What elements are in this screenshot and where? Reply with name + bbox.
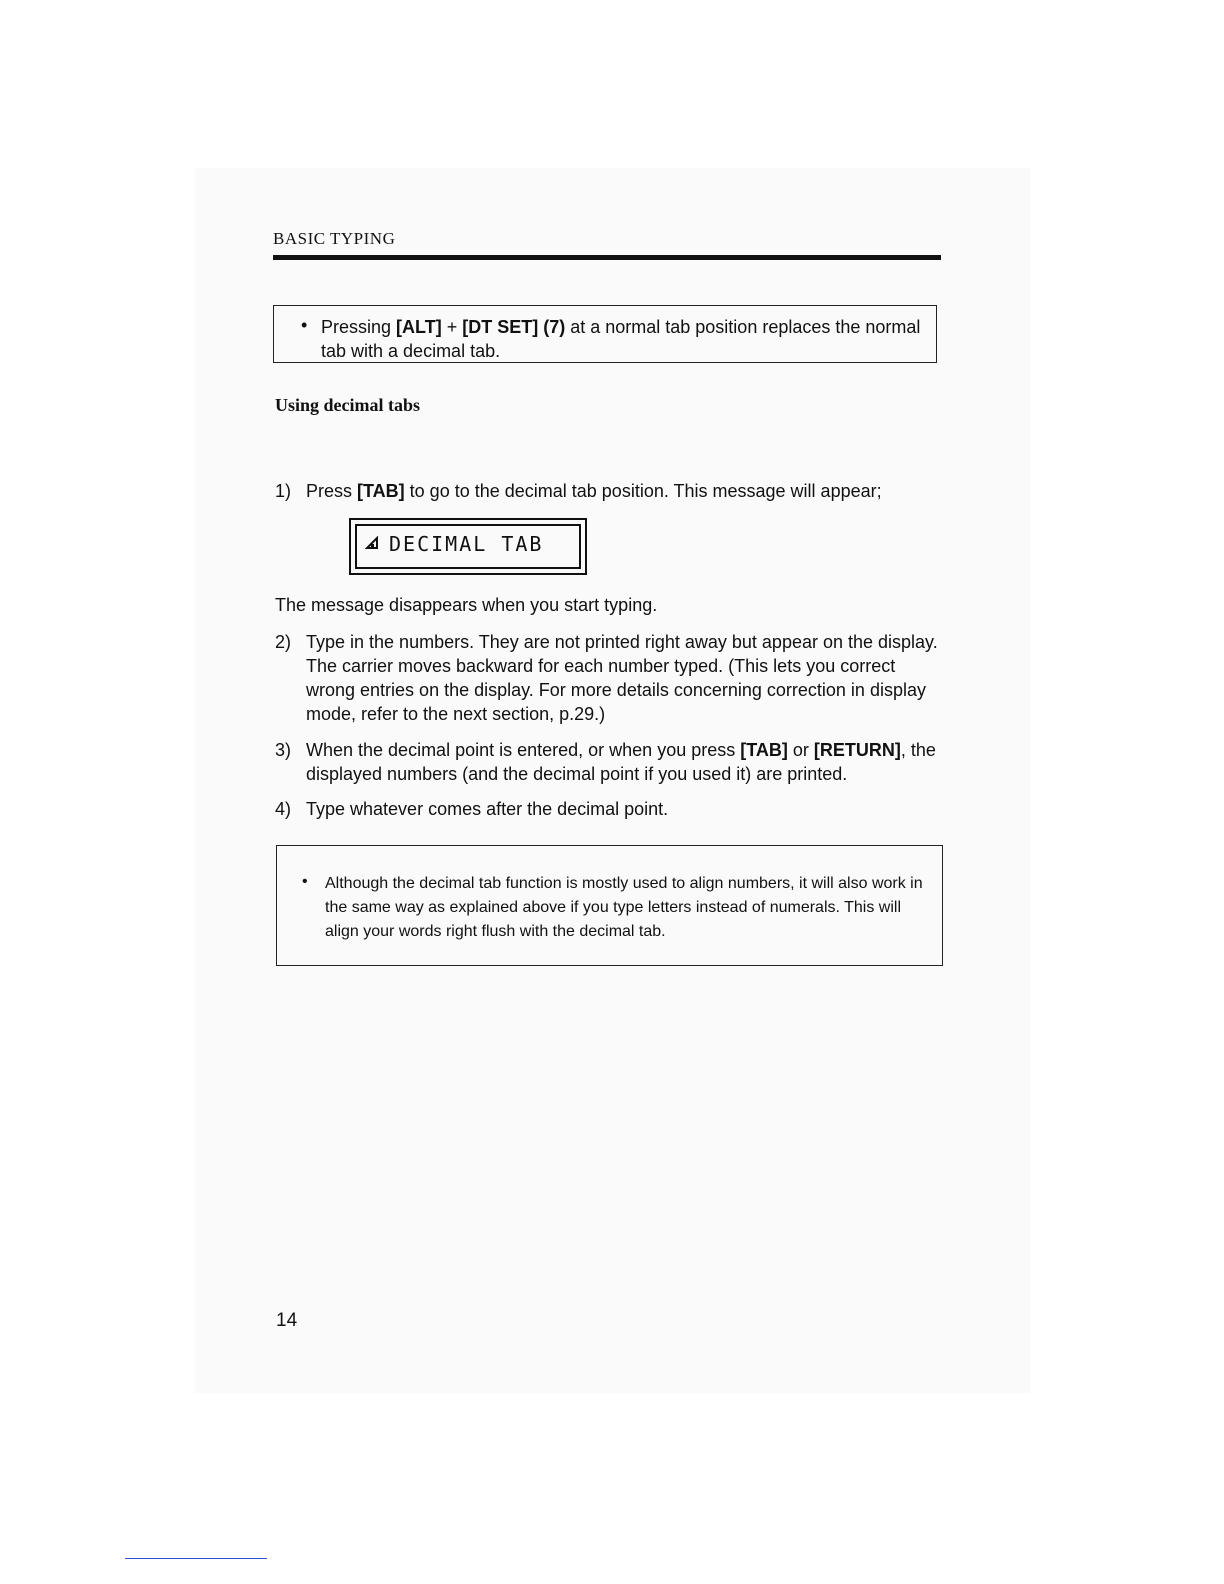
note-box-bottom (276, 845, 943, 966)
note-bullet: • (301, 315, 308, 335)
step-number: 3) (275, 740, 292, 760)
note-text-bottom: Although the decimal tab function is mostly used to align numbers, it will also work in the same way as explained above if you type letters instead of numerals. This will align your words right flush with the decimal tab. (325, 875, 923, 940)
section-heading: Using decimal tabs (275, 395, 421, 415)
header-rule (273, 255, 941, 260)
note-box-top (273, 305, 937, 363)
step-text: Type in the numbers. They are not printed right away but appear on the display. The carrier moves backward for each number typed. (This lets you correct wrong entries on the display. For more details concerning correction in display mode, refer to the next section, p.29.) (306, 632, 938, 724)
lcd-display-inner (355, 524, 581, 569)
footnote-rule (125, 1558, 267, 1559)
step-number: 2) (275, 632, 292, 652)
step-text: Press [TAB] to go to the decimal tab position. This message will appear; (306, 481, 882, 501)
decimal-tab-icon (365, 536, 379, 550)
page-number: 14 (276, 1310, 298, 1331)
note-text-top: Pressing [ALT] + [DT SET] (7) at a normal tab position replaces the normal tab with a decimal tab. (321, 317, 921, 361)
lcd-display (349, 518, 587, 575)
lcd-text: DECIMAL TAB (389, 532, 544, 556)
note-bullet: • (302, 873, 308, 890)
message-note: The message disappears when you start typing. (275, 595, 658, 615)
step-text: Type whatever comes after the decimal point. (306, 799, 669, 819)
page-header (273, 229, 941, 249)
step-text: When the decimal point is entered, or when you press [TAB] or [RETURN], the displayed numbers (and the decimal point if you used it) are printed. (306, 740, 936, 784)
header-title: BASIC TYPING (273, 229, 396, 248)
step-number: 1) (275, 481, 292, 501)
step-number: 4) (275, 799, 292, 819)
